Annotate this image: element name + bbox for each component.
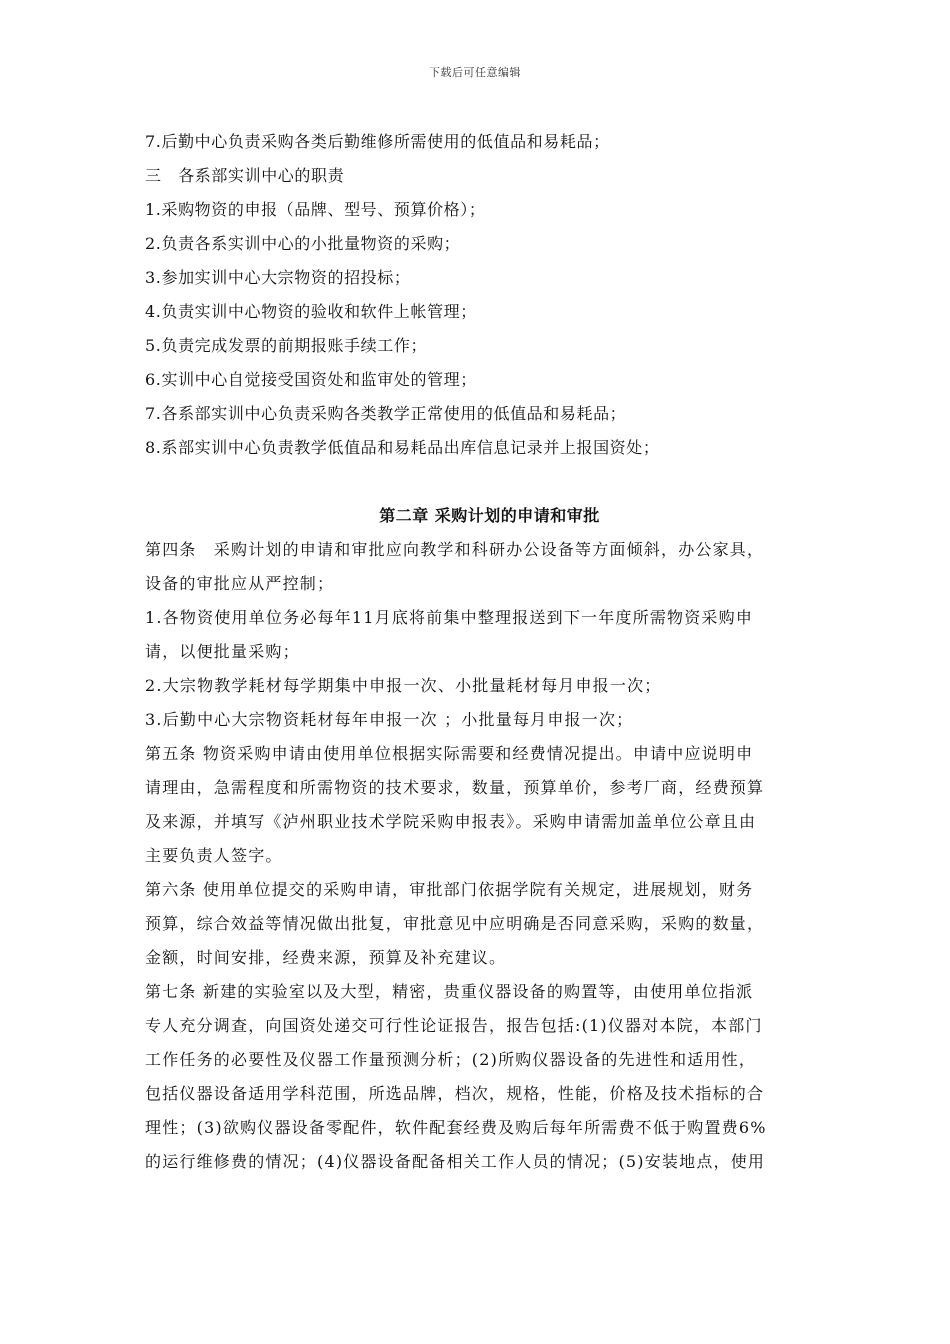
- article-line: 设备的审批应从严控制；: [145, 574, 335, 593]
- article-line: 请理由，急需程度和所需物资的技术要求，数量，预算单价，参考厂商，经费预算: [145, 778, 765, 797]
- article-line: 第五条 物资采购申请由使用单位根据实际需要和经费情况提出。申请中应说明申: [145, 744, 754, 763]
- list-item: 6.实训中心自觉接受国资处和监审处的管理；: [145, 370, 477, 389]
- document-body: [145, 125, 810, 1179]
- article-line: 3.后勤中心大宗物资耗材每年申报一次 ；小批量每月申报一次；: [145, 710, 634, 729]
- article-line: 理性；(3)欲购仪器设备零配件，软件配套经费及购后每年所需费不低于购置费6%: [145, 1118, 767, 1137]
- article-line: 工作任务的必要性及仪器工作量预测分析；(2)所购仪器设备的先进性和适用性，: [145, 1050, 757, 1069]
- section-duties-list: [145, 125, 810, 465]
- list-item: 4.负责实训中心物资的验收和软件上帐管理；: [145, 302, 477, 321]
- article-line: 2.大宗物教学耗材每学期集中申报一次、小批量耗材每月申报一次；: [145, 676, 662, 695]
- chapter-body: [145, 533, 810, 1179]
- article-line: 第四条 采购计划的申请和审批应向教学和科研办公设备等方面倾斜，办公家具，: [145, 540, 765, 559]
- chapter-title: 第二章 采购计划的申请和审批: [379, 506, 600, 525]
- list-item: 7.各系部实训中心负责采购各类教学正常使用的低值品和易耗品；: [145, 404, 627, 423]
- article-line: 1.各物资使用单位务必每年11月底将前集中整理报送到下一年度所需物资采购申: [145, 608, 754, 627]
- article-line: 第六条 使用单位提交的采购申请，审批部门依据学院有关规定，进展规划，财务: [145, 880, 754, 899]
- list-item: 2.负责各系实训中心的小批量物资的采购；: [145, 234, 461, 253]
- list-item: 3.参加实训中心大宗物资的招投标；: [145, 268, 411, 287]
- section-heading: 三 各系部实训中心的职责: [145, 166, 345, 185]
- article-line: 第七条 新建的实验室以及大型，精密，贵重仪器设备的购置等，由使用单位指派: [145, 982, 754, 1001]
- article-line: 及来源，并填写《泸州职业技术学院采购申报表》。采购申请需加盖单位公章且由: [145, 812, 757, 831]
- article-line: 专人充分调查，向国资处递交可行性论证报告，报告包括:(1)仪器对本院，本部门: [145, 1016, 763, 1035]
- list-item: 1.采购物资的申报（品牌、型号、预算价格）；: [145, 200, 486, 219]
- header-note: 下载后可任意编辑: [429, 66, 521, 79]
- article-line: 的运行维修费的情况；(4)仪器设备配备相关工作人员的情况；(5)安装地点，使用: [145, 1152, 766, 1171]
- article-line: 金额，时间安排，经费来源，预算及补充建议。: [145, 948, 507, 967]
- article-line: 主要负责人签字。: [145, 846, 283, 865]
- article-line: 预算，综合效益等情况做出批复，审批意见中应明确是否同意采购，采购的数量，: [145, 914, 765, 933]
- article-line: 包括仪器设备适用学科范围，所选品牌，档次，规格，性能，价格及技术指标的合: [145, 1084, 765, 1103]
- list-item: 7.后勤中心负责采购各类后勤维修所需使用的低值品和易耗品；: [145, 132, 610, 151]
- list-item: 5.负责完成发票的前期报账手续工作；: [145, 336, 428, 355]
- article-line: 请，以便批量采购；: [145, 642, 300, 661]
- list-item: 8.系部实训中心负责教学低值品和易耗品出库信息记录并上报国资处；: [145, 438, 660, 457]
